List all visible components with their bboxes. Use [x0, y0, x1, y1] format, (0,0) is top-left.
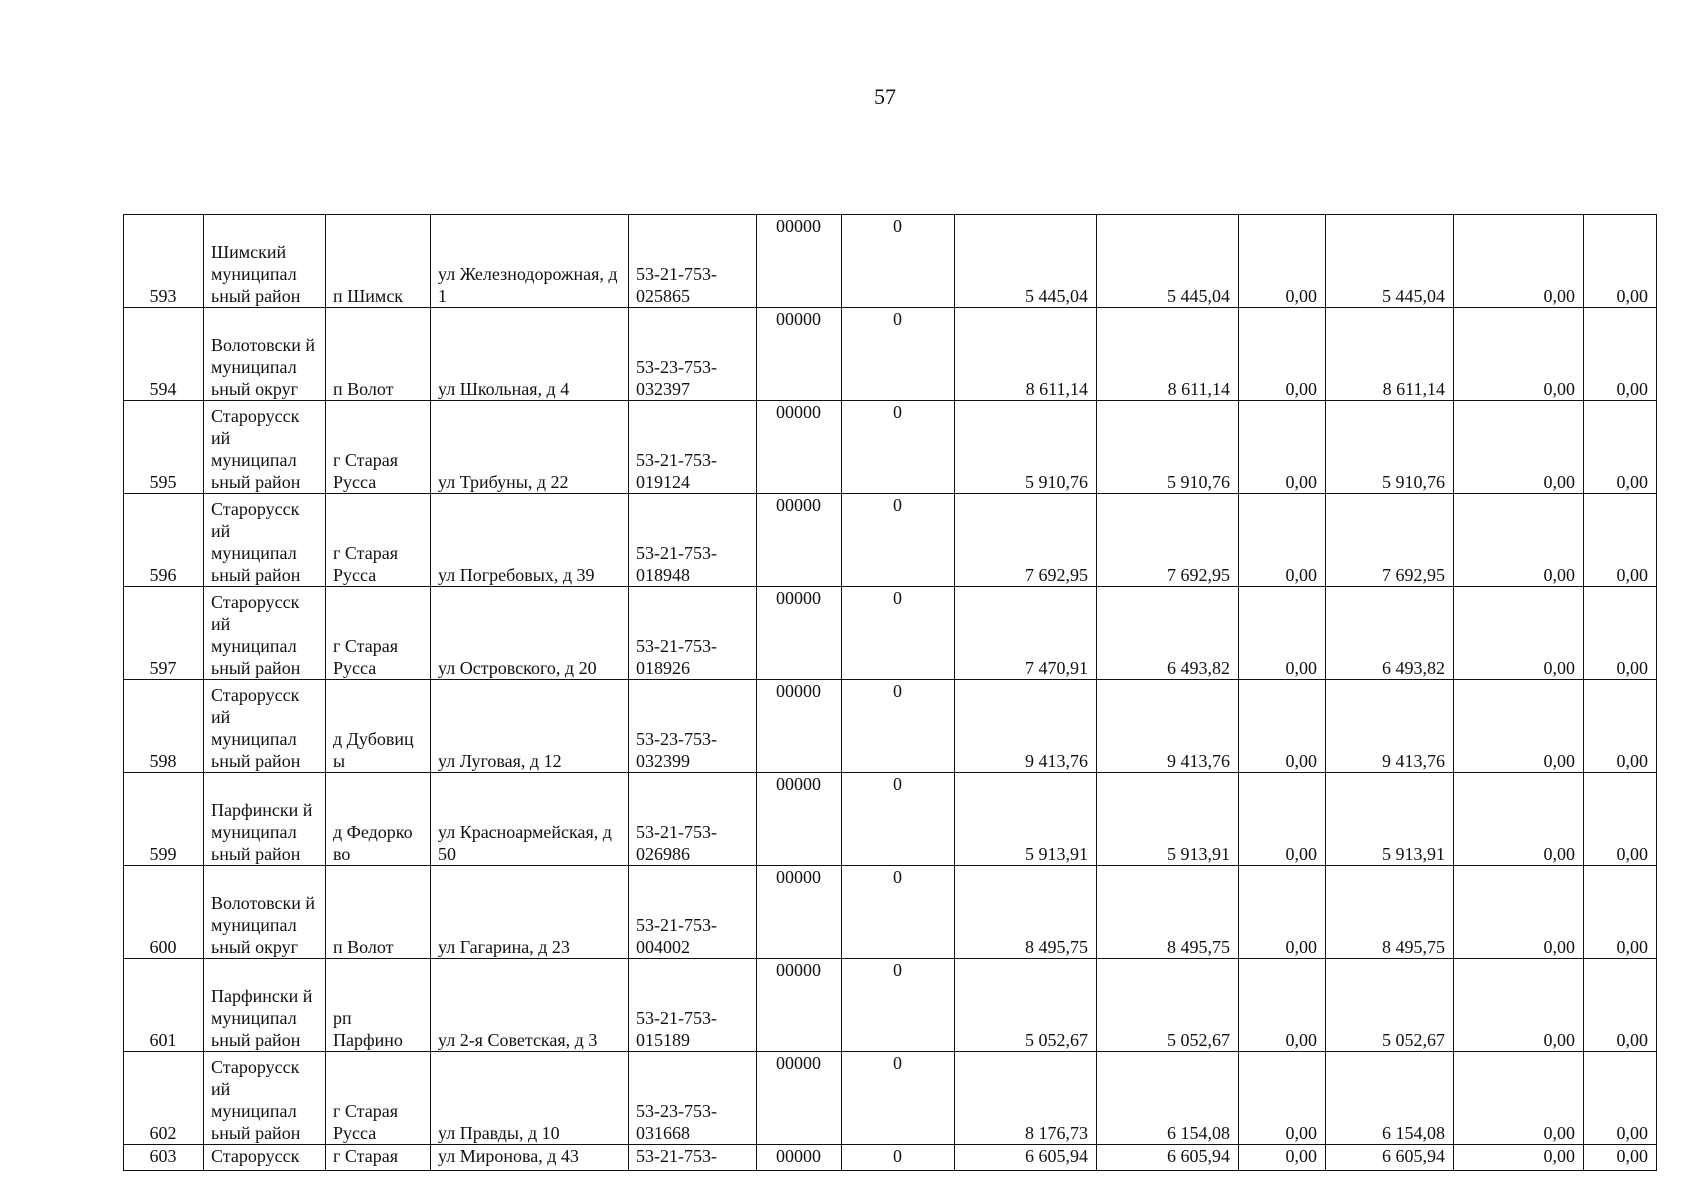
- cell-amount-2: 5 913,91: [1097, 773, 1239, 866]
- cell-cadastral-number: 53-21-753-004002: [629, 866, 757, 959]
- cell-municipality: Старорусск: [204, 1145, 326, 1171]
- cell-amount-5: 0,00: [1454, 215, 1584, 308]
- cell-municipality: Парфински й муниципал ьный район: [204, 773, 326, 866]
- cell-cadastral-number: 53-21-753-018926: [629, 587, 757, 680]
- cell-amount-2: 5 445,04: [1097, 215, 1239, 308]
- cell-amount-total: 5 445,04: [955, 215, 1097, 308]
- cell-settlement: д Дубовиц ы: [326, 680, 431, 773]
- cell-amount-total: 5 910,76: [955, 401, 1097, 494]
- cell-amount-3: 0,00: [1239, 1052, 1326, 1145]
- cell-code: 00000: [757, 1052, 842, 1145]
- page-number: 57: [874, 84, 896, 109]
- cell-amount-4: 5 910,76: [1326, 401, 1454, 494]
- cell-settlement: п Волот: [326, 308, 431, 401]
- cell-municipality: Старорусск ий муниципал ьный район: [204, 1052, 326, 1145]
- cell-amount-total: 7 692,95: [955, 494, 1097, 587]
- cell-amount-6: 0,00: [1584, 215, 1657, 308]
- cell-cadastral-number: 53-21-753-019124: [629, 401, 757, 494]
- cell-address: ул Островского, д 20: [431, 587, 629, 680]
- cell-address: ул 2-я Советская, д 3: [431, 959, 629, 1052]
- cell-amount-6: 0,00: [1584, 401, 1657, 494]
- cell-address: ул Правды, д 10: [431, 1052, 629, 1145]
- cell-address: ул Школьная, д 4: [431, 308, 629, 401]
- cell-settlement: п Волот: [326, 866, 431, 959]
- cell-amount-2: 7 692,95: [1097, 494, 1239, 587]
- cell-amount-2: 6 154,08: [1097, 1052, 1239, 1145]
- cell-row-number: 603: [124, 1145, 204, 1171]
- cell-cadastral-number: 53-23-753-031668: [629, 1052, 757, 1145]
- cell-amount-6: 0,00: [1584, 308, 1657, 401]
- cell-code: 00000: [757, 215, 842, 308]
- cell-municipality: Старорусск ий муниципал ьный район: [204, 401, 326, 494]
- table-row: [124, 1145, 1657, 1171]
- cell-code: 00000: [757, 308, 842, 401]
- registry-table: [123, 214, 1657, 1171]
- cell-amount-2: 6 493,82: [1097, 587, 1239, 680]
- cell-amount-4: 9 413,76: [1326, 680, 1454, 773]
- cell-amount-4: 6 493,82: [1326, 587, 1454, 680]
- cell-amount-6: 0,00: [1584, 680, 1657, 773]
- table-row: [124, 1052, 1657, 1145]
- cell-amount-6: 0,00: [1584, 494, 1657, 587]
- cell-cadastral-number: 53-21-753-025865: [629, 215, 757, 308]
- cell-amount-4: 6 154,08: [1326, 1052, 1454, 1145]
- cell-amount-6: 0,00: [1584, 866, 1657, 959]
- cell-amount-5: 0,00: [1454, 587, 1584, 680]
- cell-municipality: Парфински й муниципал ьный район: [204, 959, 326, 1052]
- cell-flag: 0: [842, 959, 955, 1052]
- cell-amount-total: 6 605,94: [955, 1145, 1097, 1171]
- cell-amount-6: 0,00: [1584, 1052, 1657, 1145]
- cell-row-number: 600: [124, 866, 204, 959]
- cell-amount-4: 5 052,67: [1326, 959, 1454, 1052]
- cell-settlement: г Старая Русса: [326, 401, 431, 494]
- cell-address: ул Гагарина, д 23: [431, 866, 629, 959]
- table-row: [124, 587, 1657, 680]
- cell-amount-5: 0,00: [1454, 866, 1584, 959]
- cell-amount-3: 0,00: [1239, 401, 1326, 494]
- cell-amount-2: 5 910,76: [1097, 401, 1239, 494]
- cell-settlement: г Старая Русса: [326, 1052, 431, 1145]
- cell-amount-total: 8 495,75: [955, 866, 1097, 959]
- cell-flag: 0: [842, 215, 955, 308]
- cell-amount-4: 8 611,14: [1326, 308, 1454, 401]
- cell-amount-5: 0,00: [1454, 1052, 1584, 1145]
- cell-amount-total: 8 176,73: [955, 1052, 1097, 1145]
- cell-flag: 0: [842, 1052, 955, 1145]
- cell-settlement: г Старая: [326, 1145, 431, 1171]
- cell-address: ул Железнодорожная, д 1: [431, 215, 629, 308]
- cell-amount-3: 0,00: [1239, 587, 1326, 680]
- cell-cadastral-number: 53-21-753-015189: [629, 959, 757, 1052]
- table-row: [124, 959, 1657, 1052]
- cell-amount-3: 0,00: [1239, 680, 1326, 773]
- cell-flag: 0: [842, 866, 955, 959]
- cell-settlement: рп Парфино: [326, 959, 431, 1052]
- cell-row-number: 597: [124, 587, 204, 680]
- cell-amount-total: 5 913,91: [955, 773, 1097, 866]
- cell-amount-total: 5 052,67: [955, 959, 1097, 1052]
- cell-cadastral-number: 53-23-753-032399: [629, 680, 757, 773]
- cell-settlement: г Старая Русса: [326, 494, 431, 587]
- cell-flag: 0: [842, 773, 955, 866]
- cell-settlement: п Шимск: [326, 215, 431, 308]
- table-row: [124, 866, 1657, 959]
- cell-amount-3: 0,00: [1239, 308, 1326, 401]
- cell-amount-4: 5 913,91: [1326, 773, 1454, 866]
- cell-amount-2: 6 605,94: [1097, 1145, 1239, 1171]
- cell-flag: 0: [842, 494, 955, 587]
- table-body: [124, 215, 1657, 1171]
- cell-code: 00000: [757, 1145, 842, 1171]
- cell-cadastral-number: 53-23-753-032397: [629, 308, 757, 401]
- cell-amount-5: 0,00: [1454, 680, 1584, 773]
- cell-row-number: 599: [124, 773, 204, 866]
- cell-amount-total: 8 611,14: [955, 308, 1097, 401]
- cell-amount-5: 0,00: [1454, 959, 1584, 1052]
- cell-address: ул Трибуны, д 22: [431, 401, 629, 494]
- cell-municipality: Старорусск ий муниципал ьный район: [204, 494, 326, 587]
- cell-amount-3: 0,00: [1239, 773, 1326, 866]
- cell-amount-4: 5 445,04: [1326, 215, 1454, 308]
- cell-settlement: г Старая Русса: [326, 587, 431, 680]
- cell-code: 00000: [757, 959, 842, 1052]
- cell-amount-4: 8 495,75: [1326, 866, 1454, 959]
- cell-amount-3: 0,00: [1239, 1145, 1326, 1171]
- cell-code: 00000: [757, 866, 842, 959]
- cell-amount-2: 8 495,75: [1097, 866, 1239, 959]
- cell-amount-4: 7 692,95: [1326, 494, 1454, 587]
- cell-address: ул Миронова, д 43: [431, 1145, 629, 1171]
- cell-code: 00000: [757, 494, 842, 587]
- cell-cadastral-number: 53-21-753-018948: [629, 494, 757, 587]
- cell-amount-3: 0,00: [1239, 866, 1326, 959]
- cell-flag: 0: [842, 587, 955, 680]
- cell-amount-3: 0,00: [1239, 494, 1326, 587]
- cell-amount-6: 0,00: [1584, 1145, 1657, 1171]
- cell-code: 00000: [757, 773, 842, 866]
- cell-amount-5: 0,00: [1454, 401, 1584, 494]
- cell-amount-5: 0,00: [1454, 773, 1584, 866]
- cell-amount-5: 0,00: [1454, 1145, 1584, 1171]
- cell-amount-3: 0,00: [1239, 215, 1326, 308]
- cell-cadastral-number: 53-21-753-: [629, 1145, 757, 1171]
- cell-settlement: д Федорко во: [326, 773, 431, 866]
- cell-municipality: Волотовски й муниципал ьный округ: [204, 308, 326, 401]
- cell-amount-total: 9 413,76: [955, 680, 1097, 773]
- cell-row-number: 593: [124, 215, 204, 308]
- cell-amount-2: 9 413,76: [1097, 680, 1239, 773]
- cell-flag: 0: [842, 1145, 955, 1171]
- cell-amount-2: 5 052,67: [1097, 959, 1239, 1052]
- cell-row-number: 598: [124, 680, 204, 773]
- cell-row-number: 594: [124, 308, 204, 401]
- table-row: [124, 308, 1657, 401]
- table-row: [124, 494, 1657, 587]
- cell-amount-5: 0,00: [1454, 494, 1584, 587]
- cell-address: ул Красноармейская, д 50: [431, 773, 629, 866]
- cell-cadastral-number: 53-21-753-026986: [629, 773, 757, 866]
- cell-address: ул Погребовых, д 39: [431, 494, 629, 587]
- cell-code: 00000: [757, 401, 842, 494]
- cell-flag: 0: [842, 401, 955, 494]
- cell-row-number: 595: [124, 401, 204, 494]
- cell-flag: 0: [842, 680, 955, 773]
- cell-municipality: Шимский муниципал ьный район: [204, 215, 326, 308]
- cell-amount-6: 0,00: [1584, 959, 1657, 1052]
- table-row: [124, 680, 1657, 773]
- cell-amount-4: 6 605,94: [1326, 1145, 1454, 1171]
- cell-code: 00000: [757, 680, 842, 773]
- cell-municipality: Волотовски й муниципал ьный округ: [204, 866, 326, 959]
- table-row: [124, 401, 1657, 494]
- cell-amount-6: 0,00: [1584, 587, 1657, 680]
- cell-amount-total: 7 470,91: [955, 587, 1097, 680]
- table-row: [124, 773, 1657, 866]
- cell-row-number: 602: [124, 1052, 204, 1145]
- cell-code: 00000: [757, 587, 842, 680]
- cell-flag: 0: [842, 308, 955, 401]
- cell-municipality: Старорусск ий муниципал ьный район: [204, 680, 326, 773]
- cell-municipality: Старорусск ий муниципал ьный район: [204, 587, 326, 680]
- cell-row-number: 596: [124, 494, 204, 587]
- table-row: [124, 215, 1657, 308]
- cell-amount-3: 0,00: [1239, 959, 1326, 1052]
- cell-address: ул Луговая, д 12: [431, 680, 629, 773]
- cell-amount-5: 0,00: [1454, 308, 1584, 401]
- cell-amount-6: 0,00: [1584, 773, 1657, 866]
- cell-amount-2: 8 611,14: [1097, 308, 1239, 401]
- cell-row-number: 601: [124, 959, 204, 1052]
